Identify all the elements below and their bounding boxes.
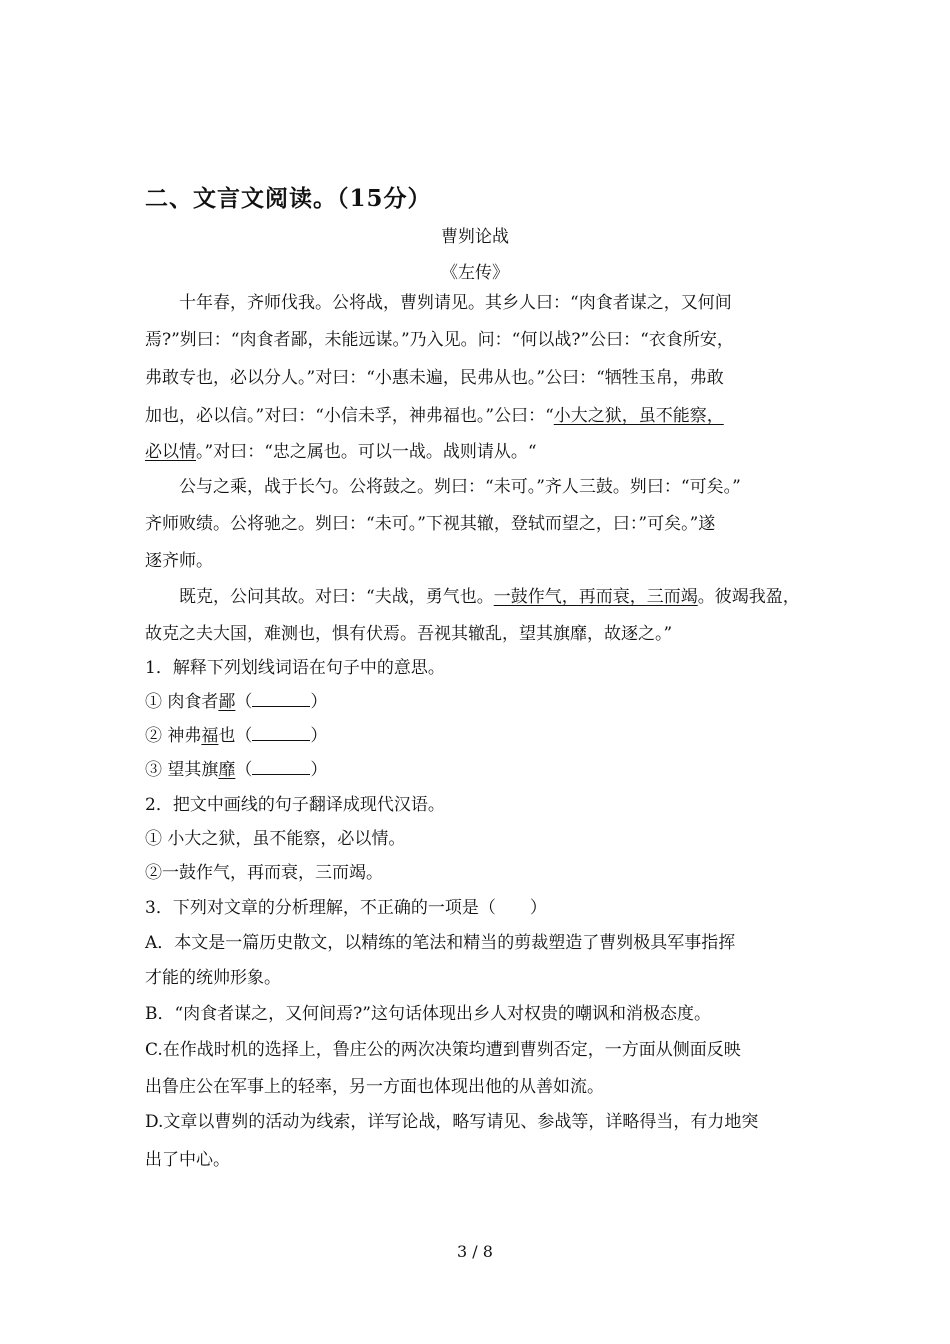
option-c-line-1: C.在作战时机的选择上，鲁庄公的两次决策均遭到曹刿否定，一方面从侧面反映: [145, 1040, 741, 1060]
question-1-item-1-word: 鄙: [218, 692, 236, 712]
paren-open: （: [235, 692, 253, 712]
question-2-item-2: ②一鼓作气，再而衰，三而竭。: [145, 863, 383, 883]
answer-blank-2[interactable]: [252, 726, 310, 741]
answer-blank-1[interactable]: [252, 692, 310, 707]
question-1-item-1-text: ① 肉食者: [145, 692, 219, 712]
question-1-item-2: [145, 725, 327, 747]
paren-open: （: [235, 726, 253, 746]
underlined-sentence-1a: 小大之狱，虽不能察，: [553, 406, 724, 426]
option-d-line-2: 出了中心。: [145, 1150, 230, 1170]
question-1-item-2-word: 福: [201, 726, 219, 746]
paragraph-2-line-1: 公与之乘，战于长勺。公将鼓之。刿曰：“未可。”齐人三鼓。刿曰：“可矣。”: [179, 477, 741, 497]
question-1-item-3-text: ③ 望其旗: [145, 760, 219, 780]
page-number: 3 / 8: [457, 1242, 493, 1261]
paragraph-3-line-1-text-a: 既克，公问其故。对曰：“夫战，勇气也。: [179, 587, 494, 607]
paragraph-2-line-3: 逐齐师。: [145, 551, 213, 571]
question-3-stem: 3．下列对文章的分析理解，不正确的一项是（ ）: [145, 898, 547, 918]
option-a-line-1: A．本文是一篇历史散文，以精练的笔法和精当的剪裁塑造了曹刿极具军事指挥: [145, 933, 736, 953]
paren-close: ）: [310, 692, 328, 712]
paragraph-1-line-2: 焉?”刿曰：“肉食者鄙，未能远谋。”乃入见。问：“何以战?”公曰：“衣食所安，: [145, 330, 734, 350]
paragraph-1-line-5: [145, 441, 537, 463]
option-b-line-1: B．“肉食者谋之，又何间焉?”这句话体现出乡人对权贵的嘲讽和消极态度。: [145, 1004, 711, 1024]
question-1-stem: 1．解释下列划线词语在句子中的意思。: [145, 658, 445, 678]
question-1-item-3-word: 靡: [218, 760, 236, 780]
paragraph-1-line-3: 弗敢专也，必以分人。”对曰：“小惠未遍，民弗从也。”公曰：“牺牲玉帛，弗敢: [145, 368, 724, 388]
question-1-item-3: [145, 759, 327, 781]
paragraph-1-line-5-text: 。”对曰：“忠之属也。可以一战。战则请从。“: [196, 442, 537, 462]
underlined-sentence-1b: 必以情: [145, 442, 196, 462]
paragraph-3-line-2: 故克之夫大国，难测也，惧有伏焉。吾视其辙乱，望其旗靡，故逐之。”: [145, 624, 673, 644]
question-1-item-2-text: ② 神弗: [145, 726, 202, 746]
paragraph-1-line-4: [145, 405, 724, 427]
option-c-line-2: 出鲁庄公在军事上的轻率，另一方面也体现出他的从善如流。: [145, 1077, 604, 1097]
paragraph-1-line-1: 十年春，齐师伐我。公将战，曹刿请见。其乡人曰：“肉食者谋之，又何间: [179, 293, 732, 313]
paragraph-3-line-1-text-b: 。彼竭我盈，: [697, 587, 800, 607]
question-1-item-1: [145, 691, 327, 713]
paragraph-3-line-1: [179, 586, 800, 608]
question-2-item-1: ① 小大之狱，虽不能察，必以情。: [145, 829, 406, 849]
underlined-sentence-2: 一鼓作气，再而衰，三而竭: [493, 587, 698, 607]
paren-close: ）: [310, 760, 328, 780]
passage-source: 《左传》: [441, 263, 509, 283]
paren-close: ）: [310, 726, 328, 746]
paren-open: （: [235, 760, 253, 780]
section-title: 二、文言文阅读。（15分）: [145, 185, 432, 212]
question-1-item-2-text-tail: 也: [218, 726, 236, 746]
answer-blank-3[interactable]: [252, 760, 310, 775]
paragraph-1-line-4-text: 加也，必以信。”对曰：“小信未孚，神弗福也。”公曰：“: [145, 406, 554, 426]
passage-title: 曹刿论战: [441, 227, 509, 247]
paragraph-2-line-2: 齐师败绩。公将驰之。刿曰：“未可。”下视其辙，登轼而望之，曰：”可矣。”遂: [145, 514, 716, 534]
question-2-stem: 2．把文中画线的句子翻译成现代汉语。: [145, 795, 445, 815]
option-d-line-1: D.文章以曹刿的活动为线索，详写论战，略写请见、参战等，详略得当，有力地突: [145, 1112, 759, 1132]
option-a-line-2: 才能的统帅形象。: [145, 968, 281, 988]
